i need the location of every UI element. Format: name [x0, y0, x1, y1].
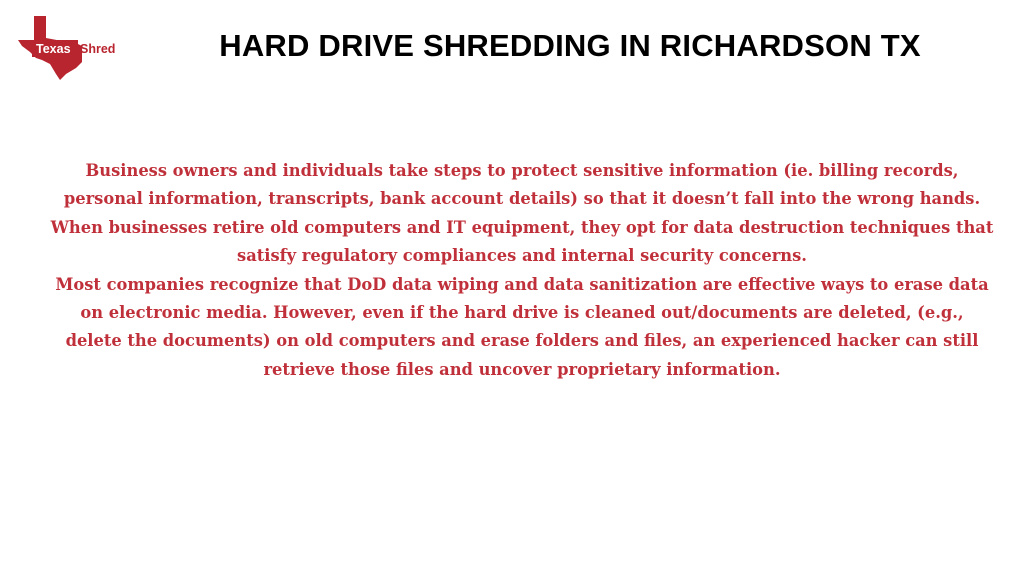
body-text: [50, 157, 994, 384]
paragraph-3: Most companies recognize that DoD data wiping and data sanitization are effective ways to erase data on electronic media. However, even if the hard drive is cleaned out/documents are deleted, (e.g., delete the documents) on old computers and erase folders and files, an experienced hacker can still retrieve those files and uncover proprietary information.: [55, 274, 989, 379]
paragraph-1: Business owners and individuals take steps to protect sensitive information (ie. billing records, personal information, transcripts, bank account details) so that it doesn’t fall into the wrong hands.: [63, 161, 981, 209]
texas-shred-logo: [16, 14, 134, 82]
logo-text-left: Texas: [36, 42, 71, 56]
page-title: HARD DRIVE SHREDDING IN RICHARDSON TX: [219, 28, 921, 63]
paragraph-2: When businesses retire old computers and IT equipment, they opt for data destruction techniques that satisfy regulatory compliances and internal security concerns.: [50, 217, 994, 266]
logo-text-right: Shred: [80, 42, 116, 56]
texas-map-icon: [16, 14, 134, 82]
